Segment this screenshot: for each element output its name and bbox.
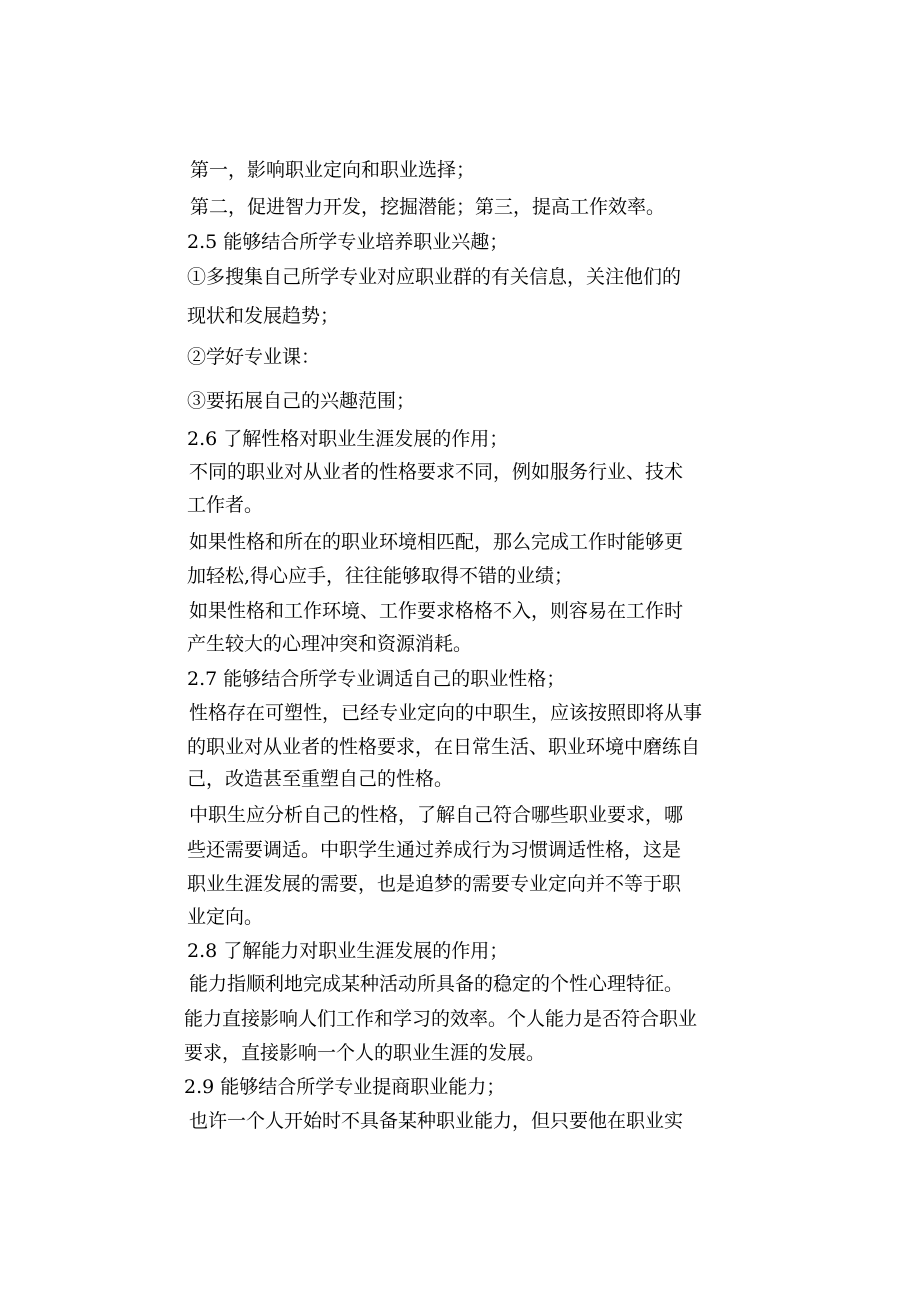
text-line: 第一，影响职业定向和职业选择；	[190, 159, 476, 181]
section-heading: 2.6 了解性格对职业生涯发展的作用；	[187, 428, 509, 450]
text-line: ③要拓展自己的兴趣范围；	[187, 390, 416, 412]
section-heading: 2.9 能够结合所学专业提商职业能力；	[184, 1076, 506, 1098]
text-line: 如果性格和工作环境、工作要求格格不入，则容易在工作时	[189, 600, 684, 622]
text-line: 第二，促进智力开发，挖掘潜能；第三，提高工作效率。	[190, 196, 666, 218]
text-line: 也许一个人开始时不具备某种职业能力，但只要他在职业实	[189, 1110, 684, 1132]
text-line: ①多搜集自己所学专业对应职业群的有关信息，关注他们的	[187, 266, 682, 288]
text-line: 职业生涯发展的需要，也是追梦的需要专业定向并不等于职	[187, 873, 682, 895]
text-line: 如果性格和所在的职业环境相匹配，那么完成工作时能够更	[189, 531, 684, 553]
text-line: 产生较大的心理冲突和资源消耗。	[187, 633, 473, 655]
text-line: 能力指顺利地完成某种活动所具备的稳定的个性心理特征。	[189, 973, 684, 995]
text-line: 不同的职业对从业者的性格要求不同，例如服务行业、技术	[189, 461, 684, 483]
text-line: 些还需要调适。中职学生通过养成行为习惯调适性格，这是	[187, 839, 682, 861]
section-heading: 2.5 能够结合所学专业培养职业兴趣；	[187, 231, 509, 253]
section-heading: 2.8 了解能力对职业生涯发展的作用；	[187, 940, 509, 962]
text-line: 己，改造甚至重塑自己的性格。	[187, 768, 454, 790]
text-line: 的职业对从业者的性格要求，在日常生活、职业环境中磨练自	[187, 736, 701, 758]
text-line: 性格存在可塑性，已经专业定向的中职生，应该按照即将从事	[189, 702, 703, 724]
text-line: 业定向。	[187, 906, 264, 928]
text-line: 要求，直接影响一个人的职业生涯的发展。	[184, 1042, 546, 1064]
text-line: 工作者。	[187, 494, 264, 516]
section-heading: 2.7 能够结合所学专业调适自己的职业性格；	[187, 668, 566, 690]
text-line: 能力直接影响人们工作和学习的效率。个人能力是否符合职业	[184, 1008, 698, 1030]
text-line: ②学好专业课：	[187, 346, 321, 368]
text-line: 加轻松,得心应手，往往能够取得不错的业绩；	[187, 565, 574, 587]
text-line: 现状和发展趋势；	[187, 305, 340, 327]
text-line: 中职生应分析自己的性格，了解自己符合哪些职业要求，哪	[189, 804, 684, 826]
